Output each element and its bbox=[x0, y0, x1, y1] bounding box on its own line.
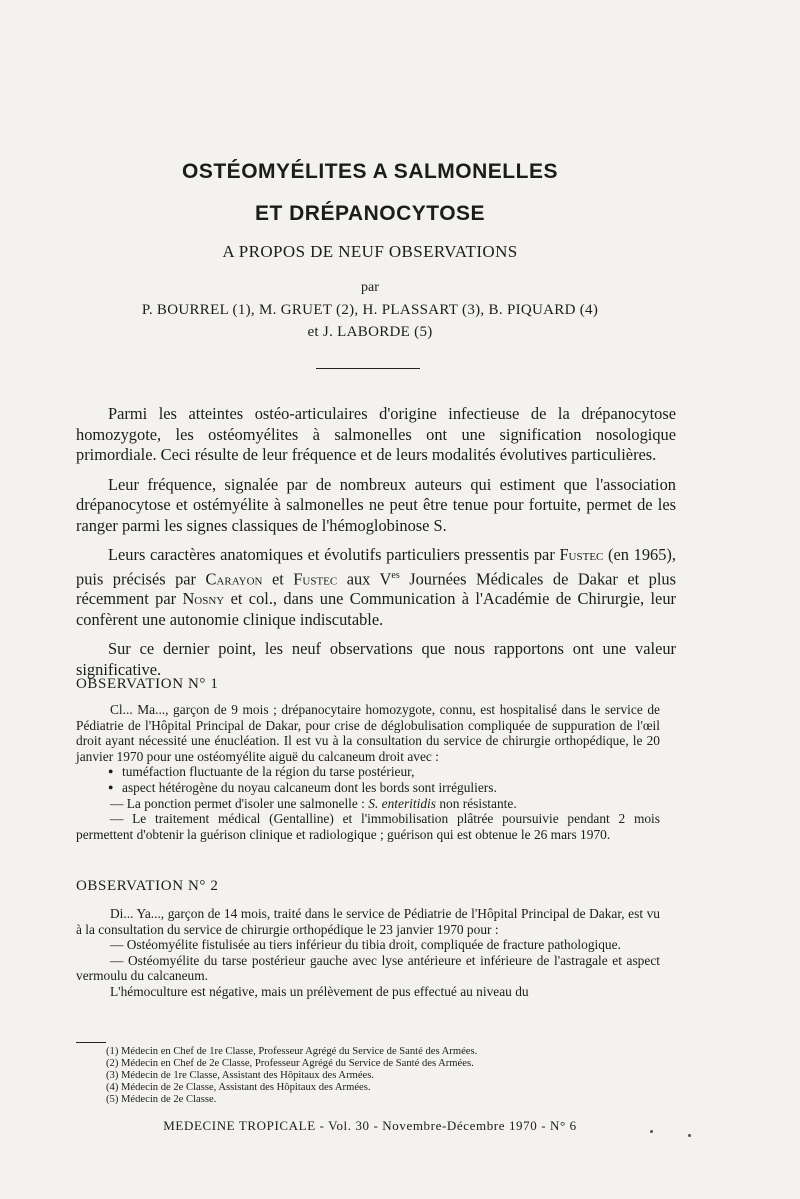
observation-2-paragraph-3: — Ostéomyélite du tarse postérieur gauche avec lyse antérieure et inférieure de l'astragale et aspect vermoulu du calcaneum. bbox=[76, 952, 660, 984]
authors-line2: et J. LABORDE (5) bbox=[307, 324, 433, 340]
intro-paragraph-2: Leur fréquence, signalée par de nombreux auteurs qui estiment que l'association drépanocytose et ostémyélite à salmonelles ne peut être tenue pour fortuite, permet de les ranger parmi les signes classiques de l'hémoglobinose S. bbox=[76, 474, 676, 535]
author-name: Fustec bbox=[559, 545, 604, 564]
text-run: et col., dans une Communication à l'Académie de Chirurgie, leur confèrent une autonomie clinique indiscutable. bbox=[76, 589, 676, 629]
footnote-1: (1) Médecin en Chef de 1re Classe, Professeur Agrégé du Service de Santé des Armées. bbox=[106, 1046, 478, 1057]
superscript: es bbox=[391, 569, 400, 581]
by-line-par: par bbox=[361, 280, 379, 295]
footnote-5: (5) Médecin de 2e Classe. bbox=[106, 1094, 217, 1105]
print-speck bbox=[688, 1134, 691, 1137]
intro-paragraph-1: Parmi les atteintes ostéo-articulaires d'origine infectieuse de la drépanocytose homozygote, les ostéomyélites à salmonelles ont une signification nosologique primordiale. Ceci résulte de leur fréquence et de leurs modalités évolutives particulières. bbox=[76, 404, 676, 464]
author-name: Carayon bbox=[205, 568, 263, 588]
observation-1-paragraph-3: — Le traitement médical (Gentalline) et l'immobilisation plâtrée poursuivie pendant 2 mois permettent d'obtenir la guérison clinique et radiologique ; guérison qui est obtenue le 26 mars 1970. bbox=[76, 811, 660, 842]
introduction bbox=[76, 404, 676, 689]
footnotes bbox=[106, 1046, 646, 1106]
intro-paragraph-4: Sur ce dernier point, les neuf observations que nous rapportons ont une valeur significative. bbox=[76, 639, 676, 679]
observation-1-paragraph-1: Cl... Ma..., garçon de 9 mois ; drépanocytaire homozygote, connu, est hospitalisé dans le service de Pédiatrie de l'Hôpital Principal de Dakar, pour crise de déglobulisation compliquée de suppuration de l'œil droit ayant nécessité une énucléation. Il est vu à la consultation du service de chirurgie orthopédique, le 20 janvier 1970 pour une ostéomyélite aiguë du calcaneum droit avec : bbox=[76, 702, 660, 764]
text-run: — La ponction permet d'isoler une salmonelle : bbox=[110, 795, 369, 811]
finding-item: ● tuméfaction fluctuante de la région du tarse postérieur, bbox=[108, 764, 660, 780]
title-separator-rule bbox=[316, 368, 420, 369]
observation-1-paragraph-2 bbox=[76, 796, 660, 812]
footnote-2: (2) Médecin en Chef de 2e Classe, Professeur Agrégé du Service de Santé des Armées. bbox=[106, 1058, 474, 1069]
authors-line1: P. BOURREL (1), M. GRUET (2), H. PLASSART (3), B. PIQUARD (4) bbox=[141, 302, 599, 318]
print-speck bbox=[650, 1130, 653, 1133]
article-title-line2: ET DRÉPANOCYTOSE bbox=[254, 202, 486, 225]
finding-item: ● aspect hétérogène du noyau calcaneum dont les bords sont irréguliers. bbox=[108, 780, 660, 796]
species-name: S. enteritidis bbox=[368, 795, 436, 811]
observation-2-paragraph-2: — Ostéomyélite fistulisée au tiers inférieur du tibia droit, compliquée de fracture pathologique. bbox=[110, 937, 621, 953]
text-run: et bbox=[262, 568, 294, 588]
article-subtitle: A PROPOS DE NEUF OBSERVATIONS bbox=[222, 242, 518, 261]
observation-2-paragraph-1: Di... Ya..., garçon de 14 mois, traité dans le service de Pédiatrie de l'Hôpital Principal de Dakar, est vu à la consultation du service de chirurgie orthopédique le 23 janvier 1970 pour : bbox=[76, 906, 660, 937]
author-name: Fustec bbox=[293, 568, 338, 588]
text-run: (en 1965), puis précisés par bbox=[76, 545, 676, 588]
observation-1-body bbox=[76, 702, 660, 842]
observation-1-heading: OBSERVATION N° 1 bbox=[76, 676, 219, 692]
author-name: Nosny bbox=[182, 589, 225, 609]
text-run: Leurs caractères anatomiques et évolutifs particuliers pressentis par bbox=[108, 545, 560, 564]
journal-footer: MEDECINE TROPICALE - Vol. 30 - Novembre-Décembre 1970 - N° 6 bbox=[163, 1118, 577, 1133]
footnote-rule bbox=[76, 1042, 106, 1043]
footnote-3: (3) Médecin de 1re Classe, Assistant des Hôpitaux des Armées. bbox=[106, 1070, 375, 1081]
observation-2-paragraph-4: L'hémoculture est négative, mais un prélèvement de pus effectué au niveau du bbox=[110, 983, 529, 999]
footnote-4: (4) Médecin de 2e Classe, Assistant des Hôpitaux des Armées. bbox=[106, 1082, 371, 1093]
observation-2-body bbox=[76, 906, 660, 1000]
observation-1-findings bbox=[76, 764, 660, 795]
article-title-line1: OSTÉOMYÉLITES A SALMONELLES bbox=[182, 160, 558, 183]
text-run: Journées Médicales de Dakar et plus récemment par bbox=[76, 568, 676, 609]
observation-2-heading: OBSERVATION N° 2 bbox=[76, 878, 219, 894]
text-run: aux V bbox=[337, 568, 392, 588]
text-run: non résistante. bbox=[435, 795, 517, 811]
intro-paragraph-3 bbox=[76, 545, 676, 630]
